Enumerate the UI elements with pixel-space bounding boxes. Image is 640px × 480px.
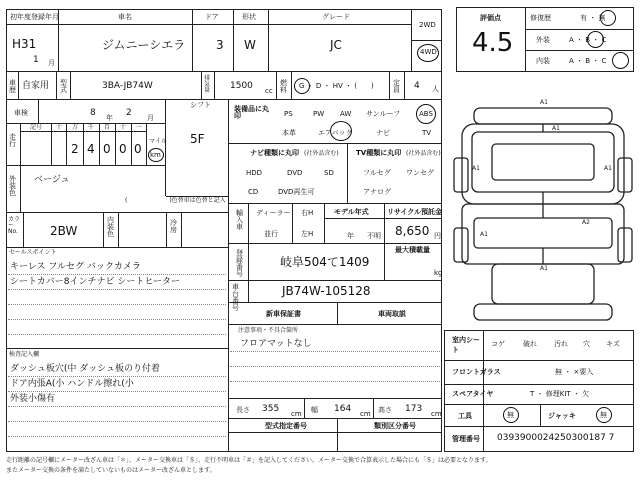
repair-none-circle (600, 10, 616, 26)
shift: 5F (190, 132, 205, 146)
drive-4wd: 4WD (420, 48, 437, 56)
model-label: 型式 (60, 79, 67, 94)
seat-item: キズ (606, 340, 620, 348)
navi-item: CD (248, 188, 259, 196)
vehicle-manual: 車両取説 (378, 310, 406, 318)
seat-item: コゲ (491, 340, 505, 348)
footer-line: 走行距離の記号欄にメーター改ざん車は「＊」、メーター交換車は「＄」、走行不明車は「＃」を記入してください。メーター交換で合算表示した場合にも「＄」は必要となります。 (6, 457, 492, 464)
seat-item: 汚れ (554, 340, 568, 348)
inspector-line: ダッシュ板穴(中 ダッシュ板のり付着 (10, 364, 161, 374)
tv-label: TV種類に丸印 (356, 149, 402, 157)
doors: 3 (216, 38, 224, 52)
capacity-unit: 人 (432, 85, 439, 93)
inspector-label: 検査記入欄 (9, 351, 40, 358)
tools-label: 工具 (458, 412, 472, 420)
equipment-item: PS (284, 110, 293, 118)
color-change-note: ( )色替車は色替と記入 (125, 197, 226, 204)
damage-mark: A2 (582, 219, 590, 226)
jack-value: 無 (600, 411, 607, 419)
exterior-color-label: 外装色 (9, 175, 16, 197)
footer-line: またメーター交換の条件を満たしていないものはメーター改ざん車とします。 (6, 467, 216, 474)
equipment-item: AW (340, 110, 352, 118)
mileage-digit: 4 (87, 142, 95, 156)
grade: JC (330, 38, 342, 52)
max-load-label: 最大積載量 (395, 246, 430, 254)
navi-item: DVD (287, 169, 303, 177)
damage-mark: A1 (540, 265, 548, 272)
mileage-mark-label: 記号 (30, 124, 43, 131)
tv-item: ワンセグ (406, 169, 434, 177)
sales-points-label: セールスポイント (9, 249, 57, 256)
glass-label: フロントガラス (452, 368, 501, 376)
grade-label: グレード (322, 13, 350, 21)
seat-label: 室内シート (452, 336, 480, 354)
exterior-color: ベージュ (34, 175, 70, 185)
exterior-grade-label: 外装 (536, 36, 550, 44)
equipment-item: エアバック (318, 129, 353, 137)
drive-2wd: 2WD (419, 21, 436, 29)
fuel-label: 燃料 (280, 79, 287, 94)
length-label: 長さ (236, 406, 250, 414)
inspector-line: ドア内張A(小 ハンドル擦れ(小 (10, 379, 134, 389)
era-year: H31 (12, 37, 37, 51)
width-label: 幅 (311, 406, 318, 414)
tv-note: (社外品含む) (406, 150, 441, 157)
seat-item: 穴 (583, 340, 590, 348)
equipment-label: 装備品に丸印 (234, 105, 269, 120)
color-no: 2BW (50, 224, 78, 238)
length: 355 (262, 404, 280, 414)
mileage-place-label: 万 (72, 124, 79, 131)
equipment-item: ナビ (376, 129, 390, 137)
kg-unit: kg (434, 269, 443, 277)
inspection-month-unit: 月 (147, 114, 154, 122)
equipment-item-abs: ABS (419, 110, 433, 118)
length-unit: cm (291, 410, 302, 418)
seat-item: 破れ (523, 340, 537, 348)
recycle-fee: 8,650 (395, 224, 430, 238)
exterior-b-circle (587, 31, 604, 48)
width-unit: cm (360, 410, 371, 418)
equipment-item: PW (313, 110, 325, 118)
capacity: 4 (414, 81, 420, 91)
notes-label: 注意事項・不具合箇所 (238, 327, 299, 334)
import-label: 輸入車 (236, 209, 243, 231)
tools-value: 無 (507, 411, 514, 419)
damage-mark: A1 (540, 99, 548, 106)
width: 164 (334, 404, 352, 414)
reg-month: 1 (33, 55, 39, 65)
mileage-digit: 2 (71, 142, 79, 156)
capacity-label: 定員 (393, 79, 400, 94)
repair-options: 有 ・ 無 (580, 14, 606, 22)
score-label: 評価点 (480, 14, 501, 22)
height: 173 (405, 404, 423, 414)
inspection-month: 2 (126, 108, 132, 118)
reg-year-label: 初年度登録年月 (10, 13, 59, 21)
notes-text: フロアマットなし (240, 339, 312, 349)
car-name: ジムニーシエラ (102, 38, 186, 52)
damage-mark: A1 (480, 231, 488, 238)
equipment-item: TV (422, 129, 432, 137)
displacement-label: 排気量 (204, 75, 211, 94)
plate-label: 登録番号 (236, 249, 243, 278)
shape: W (244, 38, 256, 52)
repair-label: 修復歴 (530, 14, 551, 22)
use-value: 自家用 (22, 81, 50, 91)
navi-item: HDD (246, 169, 263, 177)
new-car-warranty: 新車保証書 (266, 310, 301, 318)
import-dealer: ディーラー (256, 209, 291, 217)
history-label: 車歴 (9, 79, 16, 94)
interior-grade-label: 内装 (536, 57, 550, 65)
mileage-place-label: 千 (88, 124, 95, 131)
navi-item: SD (324, 169, 334, 177)
mileage-place-label: 一 (136, 124, 143, 131)
mileage-place-label: 十 (120, 124, 127, 131)
spare-label: スペアタイヤ (452, 390, 494, 398)
mileage-place-label: 十 (56, 124, 63, 131)
height-unit: cm (431, 410, 442, 418)
glass-options: 無 ・ ×要入 (555, 368, 594, 376)
inspector-line: 外装小傷有 (10, 394, 56, 404)
jack-label: ジャッキ (548, 412, 576, 420)
chassis-number: JB74W-105128 (282, 284, 371, 298)
interior-grade-options: A ・ B ・ C (569, 57, 607, 65)
inspection-year: 8 (90, 108, 96, 118)
model-year-label: モデル年式 (334, 208, 369, 216)
damage-mark: A1 (604, 165, 612, 172)
yen-unit: 円 (434, 232, 441, 240)
exterior-grade-options: A ・ B ・ C (569, 36, 607, 44)
mileage-digit: 0 (103, 142, 111, 156)
recycle-fee-label: リサイクル預託金 (387, 208, 443, 216)
color-no-label: カラーNo. (8, 216, 21, 235)
equipment-item: 本革 (282, 129, 296, 137)
class-number-label: 類別区分番号 (374, 422, 416, 430)
sales-point-line: キーレス フルセグ バックカメラ (10, 262, 141, 272)
import-left: 左H (301, 230, 314, 238)
fuel-options: G ・ D ・ HV ・ ( ) (299, 82, 388, 90)
navi-item: DVD再生可 (278, 188, 315, 196)
import-parallel: 並行 (264, 230, 278, 238)
car-name-label: 車名 (118, 13, 132, 21)
shape-label: 形状 (242, 13, 256, 21)
sales-point-line: シートカバー8インチナビ シートヒーター (10, 277, 180, 287)
displacement: 1500 (230, 81, 253, 91)
interior-color-label: 内装色 (107, 216, 114, 238)
navi-note: (社外品含む) (304, 150, 339, 157)
mgmt-label: 管理番号 (452, 435, 480, 443)
mile-unit: マイル (149, 138, 167, 145)
tv-item: アナログ (363, 188, 391, 196)
inspection-year-unit: 年 (106, 114, 113, 122)
mileage-place-label: 百 (104, 124, 111, 131)
mileage-label: 走行 (9, 133, 16, 148)
navi-label: ナビ種類に丸印 (250, 149, 299, 157)
month-unit: 月 (48, 59, 55, 67)
km-unit: km (150, 151, 161, 159)
mgmt-number: 0393900024250300187 7 (497, 433, 615, 443)
damage-mark: A1 (472, 165, 480, 172)
score-value: 4.5 (472, 28, 514, 58)
mileage-digit: 0 (134, 142, 142, 156)
inspection-label: 車検 (14, 109, 28, 117)
tv-item: フルセグ (363, 169, 391, 177)
shift-label: シフト (190, 101, 211, 109)
import-right: 右H (301, 209, 314, 217)
door-label: ドア (205, 13, 219, 21)
model-year-year: 年 (347, 232, 354, 240)
interior-c-circle (612, 52, 629, 69)
chassis-label: 車台番号 (232, 283, 239, 312)
type-number-label: 型式指定番号 (265, 422, 307, 430)
mileage-digit: 0 (119, 142, 127, 156)
ac-label: 冷房 (170, 219, 177, 234)
plate-number: 岐阜504て1409 (280, 255, 370, 269)
spare-options: T ・ 修理KIT ・ 欠 (530, 390, 590, 398)
equipment-item: サンルーフ (366, 110, 401, 118)
model-year-unknown: 不明 (367, 232, 381, 240)
car-damage-diagram (452, 88, 634, 328)
height-label: 高さ (378, 406, 392, 414)
model: 3BA-JB74W (102, 81, 153, 91)
cc-unit: cc (265, 87, 273, 95)
damage-mark: A1 (552, 125, 560, 132)
